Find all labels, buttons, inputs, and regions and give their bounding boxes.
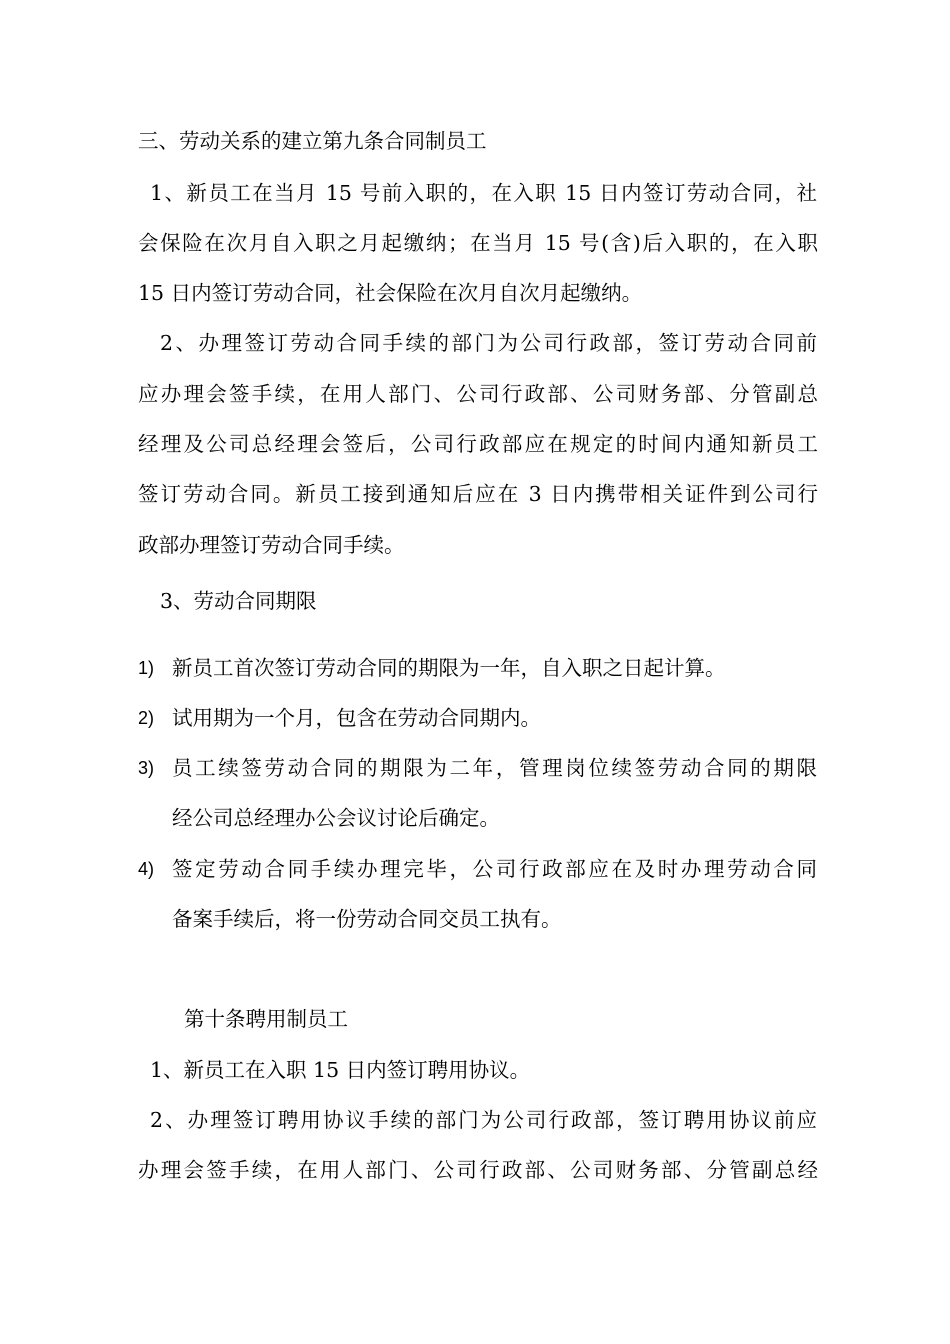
paragraph-2-line-2: 应办理会签手续，在用人部门、公司行政部、公司财务部、分管副总 — [138, 382, 818, 406]
list-item-text: 备案手续后，将一份劳动合同交员工执有。 — [172, 907, 562, 931]
paragraph-4-line-1: 2、办理签订聘用协议手续的部门为公司行政部，签订聘用协议前应 — [150, 1108, 817, 1132]
list-item-text: 员工续签劳动合同的期限为二年，管理岗位续签劳动合同的期限 — [172, 756, 817, 780]
paragraph-2-line-5: 政部办理签订劳动合同手续。 — [138, 533, 405, 557]
paragraph-2-line-3: 经理及公司总经理会签后，公司行政部应在规定的时间内通知新员工 — [138, 432, 818, 456]
paragraph-2-line-4: 签订劳动合同。新员工接到通知后应在 3 日内携带相关证件到公司行 — [138, 482, 818, 506]
section-heading-labor-relations: 三、劳动关系的建立第九条合同制员工 — [138, 129, 487, 153]
list-item-text: 试用期为一个月，包含在劳动合同期内。 — [172, 706, 541, 730]
list-number: 3) — [138, 758, 155, 778]
paragraph-4-line-2: 办理会签手续，在用人部门、公司行政部、公司财务部、分管副总经 — [138, 1158, 818, 1182]
list-item-text: 新员工首次签订劳动合同的期限为一年，自入职之日起计算。 — [172, 656, 726, 680]
paragraph-2-line-1: 2、办理签订劳动合同手续的部门为公司行政部，签订劳动合同前 — [160, 331, 817, 355]
article-10-heading: 第十条聘用制员工 — [184, 1007, 348, 1031]
paragraph-1-line-3: 15 日内签订劳动合同，社会保险在次月自次月起缴纳。 — [138, 281, 643, 305]
paragraph-3-line-1: 1、新员工在入职 15 日内签订聘用协议。 — [150, 1058, 531, 1082]
list-number: 1) — [138, 658, 155, 678]
paragraph-1-line-1: 1、新员工在当月 15 号前入职的，在入职 15 日内签订劳动合同，社 — [150, 181, 817, 205]
list-item-text: 经公司总经理办公会议讨论后确定。 — [172, 806, 500, 830]
list-number: 2) — [138, 708, 155, 728]
list-item-text: 签定劳动合同手续办理完毕，公司行政部应在及时办理劳动合同 — [172, 857, 817, 881]
paragraph-1-line-2: 会保险在次月自入职之月起缴纳；在当月 15 号(含)后入职的，在入职 — [138, 231, 818, 255]
subheading-contract-term: 3、劳动合同期限 — [160, 589, 317, 613]
list-number: 4) — [138, 859, 155, 879]
